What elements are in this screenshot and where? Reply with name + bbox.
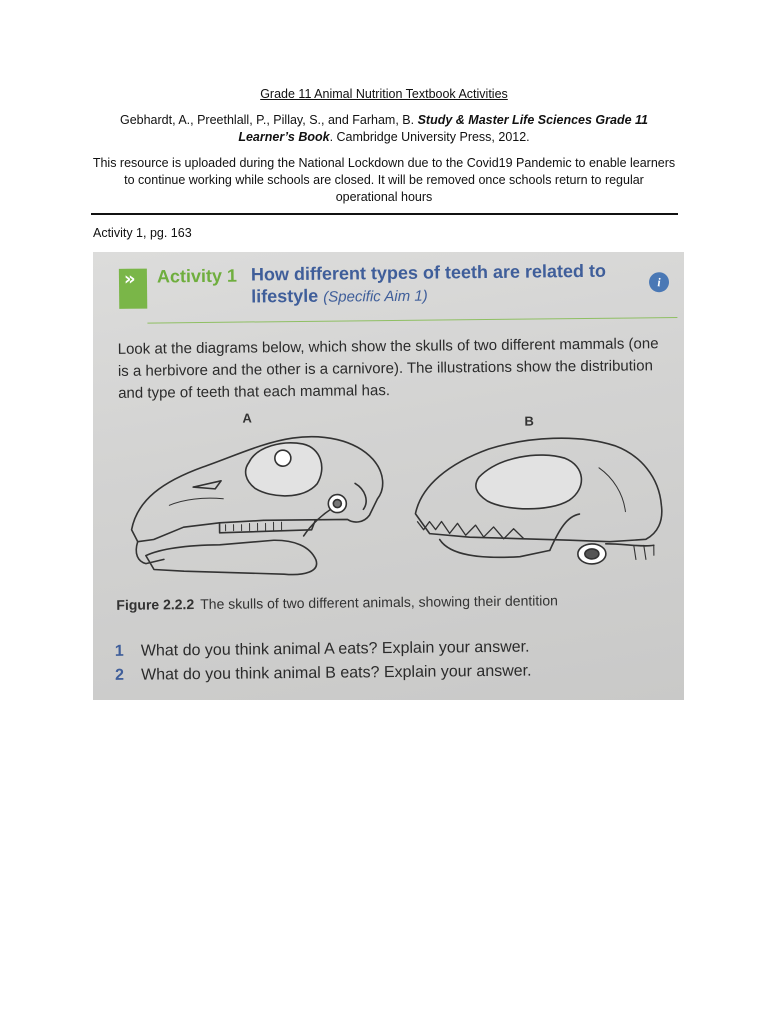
textbook-photo bbox=[93, 252, 684, 700]
question-number: 1 bbox=[114, 642, 124, 660]
herbivore-skull-illustration bbox=[123, 427, 395, 580]
question-1 bbox=[115, 639, 530, 661]
citation bbox=[92, 112, 676, 146]
textbook-page bbox=[93, 252, 684, 700]
title-underline bbox=[147, 317, 677, 324]
question-2 bbox=[115, 663, 532, 685]
lockdown-notice: This resource is uploaded during the National Lockdown due to the Covid19 Pandemic to enable learners to continue working while schools are closed. It will be removed once schools return to regular operational hours bbox=[92, 156, 676, 204]
document-title: Grade 11 Animal Nutrition Textbook Activities bbox=[260, 87, 508, 101]
skull-b-label: B bbox=[524, 413, 534, 429]
question-text: What do you think animal B eats? Explain your answer. bbox=[141, 662, 532, 684]
carnivore-skull-illustration bbox=[409, 427, 671, 580]
question-text: What do you think animal A eats? Explain your answer. bbox=[140, 638, 530, 660]
chevron-icon: » bbox=[123, 268, 136, 290]
citation-book: Study & Master Life Sciences Grade 11 Learner’s Book bbox=[238, 113, 649, 144]
page-header bbox=[92, 86, 676, 206]
citation-authors: Gebhardt, A., Preethlall, P., Pillay, S., and Farham, B. bbox=[119, 113, 415, 127]
question-number: 2 bbox=[115, 666, 125, 684]
figure-caption-text: The skulls of two different animals, showing their dentition bbox=[200, 592, 558, 613]
skull-a-label: A bbox=[242, 410, 252, 426]
figure-caption bbox=[116, 592, 558, 613]
citation-publisher: . Cambridge University Press, 2012. bbox=[329, 130, 530, 144]
activity-intro: Look at the diagrams below, which show the skulls of two different mammals (one is a herbivore and the other is a carnivore). The illustrations show the distribution and type of teeth that each mammal has. bbox=[117, 335, 659, 402]
figure-label: Figure 2.2.2 bbox=[116, 596, 195, 613]
activity-reference: Activity 1, pg. 163 bbox=[93, 226, 192, 240]
activity-label: Activity 1 bbox=[156, 265, 238, 287]
activity-title bbox=[251, 259, 641, 309]
header-divider bbox=[91, 213, 678, 215]
specific-aim: (Specific Aim 1) bbox=[323, 287, 428, 306]
info-icon: i bbox=[649, 272, 669, 292]
activity-title-text: How different types of teeth are related to lifestyle bbox=[250, 260, 607, 307]
